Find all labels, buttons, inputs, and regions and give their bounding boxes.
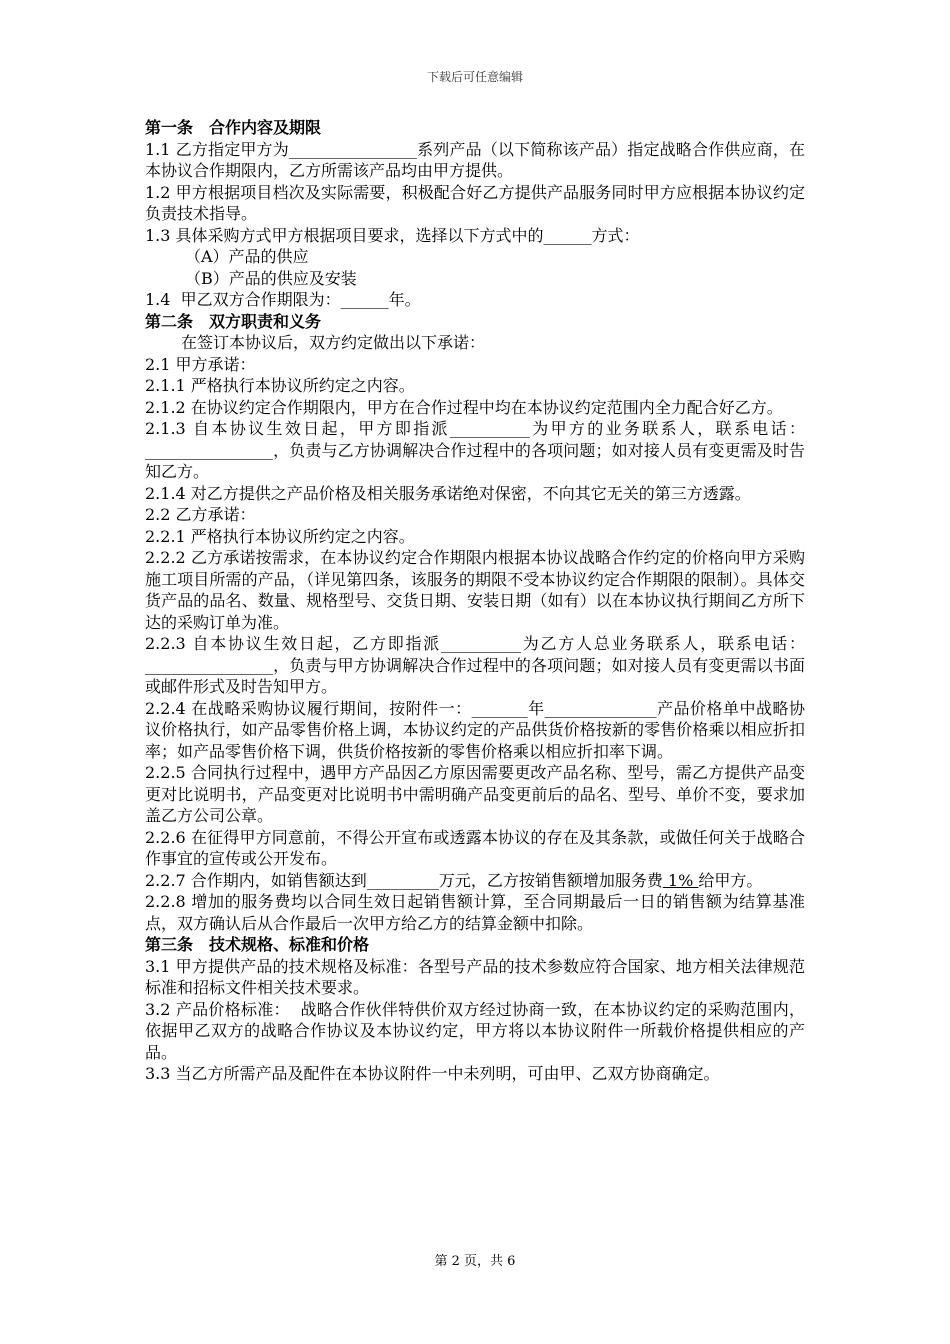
clause-3-2: 3.2 产品价格标准： 战略合作伙伴特供价双方经过协商一致，在本协议约定的采购范围内，依据甲乙双方的战略合作协议及本协议约定，甲方将以本协议附件一所载价格提供相应的产品。 (145, 999, 805, 1062)
clause-1-3: 1.3 具体采购方式甲方根据项目要求，选择以下方式中的______方式： (145, 225, 640, 245)
blank-field: __________ (449, 419, 530, 438)
blank-field: ______ (340, 290, 389, 309)
blank-field: __________ (441, 634, 522, 653)
clause-2-1-3: 2.1.3 自本协议生效日起，甲方即指派__________为甲方的业务联系人，联系电话：________________，负责与乙方协调解决合作过程中的各项问题；如对接人员有变更需及时告知乙方。 (145, 419, 805, 481)
clause-3-1: 3.1 甲方提供产品的技术规格及标准：各型号产品的技术参数应符合国家、地方相关法律规范标准和招标文件相关技术要求。 (145, 956, 805, 997)
clause-2-1-4: 2.1.4 对乙方提供之产品价格及相关服务承诺绝对保密，不向其它无关的第三方透露。 (145, 483, 751, 503)
clause-1-2: 1.2 甲方根据项目档次及实际需要，积极配合好乙方提供产品服务同时甲方应根据本协议约定负责技术指导。 (145, 182, 805, 223)
clause-2-2-8: 2.2.8 增加的服务费均以合同生效日起销售额计算，至合同期最后一日的销售额为结算基准点，双方确认后从合作最后一次甲方给乙方的结算金额中扣除。 (145, 892, 805, 933)
clause-2-1-2: 2.1.2 在协议约定合作期限内，甲方在合作过程中均在本协议约定范围内全力配合好乙方。 (145, 397, 783, 417)
option-b: （B）产品的供应及安装 (185, 268, 357, 288)
clause-1-1: 1.1 乙方指定甲方为________________系列产品（以下简称该产品）指定战略合作供应商，在本协议合作期限内，乙方所需该产品均由甲方提供。 (145, 139, 805, 180)
clause-2-2-5: 2.2.5 合同执行过程中，遇甲方产品因乙方原因需要更改产品名称、型号，需乙方提供产品变更对比说明书，产品变更对比说明书中需明确产品变更前后的品名、型号、单价不变，要求加盖乙方公司公章。 (145, 763, 805, 825)
page-footer: 第 2 页，共 6 (434, 1254, 516, 1269)
blank-field: ________________ (145, 440, 273, 460)
document-body (145, 117, 805, 1085)
section-1-title: 第一条 合作内容及期限 (145, 118, 322, 137)
blank-field: ______________ (544, 698, 657, 718)
section-3-title: 第三条 技术规格、标准和价格 (145, 935, 370, 954)
section-2-intro: 在签订本协议后，双方约定做出以下承诺： (181, 333, 486, 352)
clause-1-4: 1.4 甲乙双方合作期限为：______年。 (145, 290, 421, 309)
clause-2-1: 2.1 甲方承诺： (145, 354, 256, 374)
section-2-title: 第二条 双方职责和义务 (145, 311, 322, 331)
clause-2-2-3: 2.2.3 自本协议生效日起，乙方即指派__________为乙方人总业务联系人，联系电话：________________，负责与甲方协调解决合作过程中的各项问题；如对接人员有变更需以书面或邮件形式及时告知甲方。 (145, 634, 805, 696)
clause-3-3: 3.3 当乙方所需产品及配件在本协议附件一中未列明，可由甲、乙双方协商确定。 (145, 1064, 720, 1083)
clause-2-2-4: 2.2.4 在战略采购协议履行期间，按附件一：_______年______________产品价格单中战略协议价格执行，如产品零售价格上调，本协议约定的产品供货价格按新的零售价格乘以相应折扣率；如产品零售价格下调，供货价格按新的零售价格乘以相应折扣率下调。 (145, 698, 805, 761)
clause-2-2-6: 2.2.6 在征得甲方同意前，不得公开宣布或透露本协议的存在及其条款，或做任何关于战略合作事宜的宣传或公开发布。 (145, 827, 805, 868)
fee-rate: 1% (662, 870, 699, 890)
blank-field: ________________ (145, 655, 273, 675)
option-a: （A）产品的供应 (185, 247, 309, 266)
blank-field: ________________ (288, 139, 417, 159)
blank-field: _________ (366, 870, 439, 890)
clause-2-2-7: 2.2.7 合作期内，如销售额达到_________万元，乙方按销售额增加服务费 1% 给甲方。 (145, 870, 763, 890)
clause-2-2-1: 2.2.1 严格执行本协议所约定之内容。 (145, 526, 415, 546)
blank-field: ______ (543, 225, 592, 245)
clause-2-1-1: 2.1.1 严格执行本协议所约定之内容。 (145, 376, 415, 395)
blank-field: _______ (471, 698, 528, 718)
page-header: 下载后可任意编辑 (426, 70, 523, 84)
clause-2-2: 2.2 乙方承诺： (145, 505, 256, 524)
clause-2-2-2: 2.2.2 乙方承诺按需求，在本协议约定合作期限内根据本协议战略合作约定的价格向甲方采购施工项目所需的产品，（详见第四条，该服务的期限不受本协议约定合作期限的限制）。具体交货产品的品名、数量、规格型号、交货日期、安装日期（如有）以在本协议执行期间乙方所下达的采购订单为准。 (145, 548, 805, 632)
